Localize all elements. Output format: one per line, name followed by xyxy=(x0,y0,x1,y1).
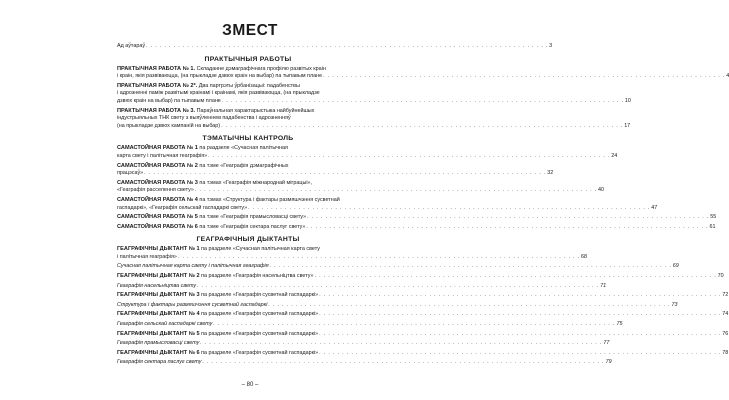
toc-entry-text: дзвюх краін на выбар) па тыпавым плане xyxy=(117,97,221,104)
toc-page-number: 78 xyxy=(722,349,729,356)
toc-page-number: 55 xyxy=(710,214,717,221)
toc-entry-text: па раздзеле «Геаграфія насельніцтва свету» xyxy=(201,273,314,280)
toc-page-number: 71 xyxy=(600,282,607,289)
toc-entry-text: і палітычная геаграфія» xyxy=(117,253,177,260)
dot-leader xyxy=(208,153,610,161)
toc-entry-label: САМАСТОЙНАЯ РАБОТА № 1 xyxy=(117,145,198,152)
dot-leader xyxy=(222,98,624,106)
dot-leader xyxy=(268,302,670,310)
toc-page-number: 72 xyxy=(722,292,729,299)
toc-entry-label: ГЕАГРАФІЧНЫ ДЫКТАНТ № 5 xyxy=(117,330,200,337)
toc-entry-text: і краін, якія развіваюцца, (на прыкладзе дзвюх краін на выбар) па тыпавым плане xyxy=(117,73,323,80)
toc-entry[interactable] xyxy=(117,263,679,271)
dot-leader xyxy=(195,187,597,195)
toc-page-number: 4 xyxy=(726,73,729,80)
toc-page-number: 69 xyxy=(672,263,679,270)
dot-leader xyxy=(248,205,650,213)
toc-entry[interactable] xyxy=(117,349,729,358)
toc-entry[interactable] xyxy=(117,359,612,367)
page-footer-number: – 80 – xyxy=(241,382,259,388)
toc-page-number: 17 xyxy=(624,122,631,129)
toc-entry-text: Геаграфія сельскай гаспадаркі свету xyxy=(117,321,213,328)
toc-page-number: 77 xyxy=(603,340,610,347)
toc-entry-text: Структура і фактары размяшчэння сусветнай гаспадаркі xyxy=(117,301,268,308)
section-heading: ГЕАГРАФІЧНЫЯ ДЫКТАНТЫ xyxy=(196,236,300,244)
toc-entry-text: па раздзеле «Геаграфія сусветнай гаспадаркі» xyxy=(201,349,319,356)
toc-entry-label: ПРАКТЫЧНАЯ РАБОТА № 2*. xyxy=(117,82,198,89)
dot-leader xyxy=(314,273,716,281)
toc-entry-label: ГЕАГРАФІЧНЫ ДЫКТАНТ № 4 xyxy=(117,311,200,318)
toc-page-number: 74 xyxy=(722,311,729,318)
toc-page-number: 75 xyxy=(616,321,623,328)
toc-entry-intro[interactable] xyxy=(117,43,553,51)
toc-page-number: 76 xyxy=(722,330,729,337)
toc-entry[interactable] xyxy=(117,107,631,131)
dot-leader xyxy=(221,123,623,131)
toc-entry-text: і адрозненні паміж развітымі краінамі і краінамі, якія развіваюцца, (на прыкладзе xyxy=(117,90,320,97)
toc-entry[interactable] xyxy=(117,223,716,232)
toc-entry-text: Два партрэты ўрбанізацыі: падабенствы xyxy=(198,82,300,89)
toc-entry-text: Сучасная палітычная карта свету і палітычная геаграфія xyxy=(117,263,269,270)
dot-leader xyxy=(270,263,672,271)
toc-entry-label: ПРАКТЫЧНАЯ РАБОТА № 1. xyxy=(117,65,196,72)
toc-entry[interactable] xyxy=(117,301,678,310)
toc-entry-text: карта свету і палітычная геаграфія» xyxy=(117,152,208,159)
toc-content xyxy=(117,43,729,369)
toc-page-number: 70 xyxy=(717,273,724,280)
toc-entry-label: САМАСТОЙНАЯ РАБОТА № 4 xyxy=(117,196,198,203)
toc-entry-label: САМАСТОЙНАЯ РАБОТА № 5 xyxy=(117,214,198,221)
dot-leader xyxy=(202,359,604,367)
toc-entry-text: па раздзеле «Сучасная палітычная карта свету xyxy=(201,246,320,253)
toc-page-number: 24 xyxy=(611,152,618,159)
toc-page-number: 47 xyxy=(651,204,658,211)
toc-entry[interactable] xyxy=(117,214,717,222)
toc-entry[interactable] xyxy=(117,282,607,291)
toc-page-number: 10 xyxy=(624,97,631,104)
toc-page-number: 32 xyxy=(547,170,554,177)
toc-entry[interactable] xyxy=(117,145,618,160)
toc-sections xyxy=(117,55,729,367)
toc-entry-text: гаспадаркі», «Геаграфія сельскай гаспадаркі свету» xyxy=(117,204,248,211)
toc-entry-label: САМАСТОЙНАЯ РАБОТА № 3 xyxy=(117,179,198,186)
toc-entry[interactable] xyxy=(117,179,604,195)
toc-page-number: 40 xyxy=(598,187,604,194)
toc-entry[interactable] xyxy=(117,311,729,319)
dot-leader xyxy=(307,214,709,222)
toc-entry-text: Ад аўтараў xyxy=(117,43,146,49)
toc-entry[interactable] xyxy=(117,82,631,106)
section-heading: ТЭМАТЫЧНЫ КАНТРОЛЬ xyxy=(202,135,294,143)
toc-entry-label: ГЕАГРАФІЧНЫ ДЫКТАНТ № 2 xyxy=(117,273,200,280)
toc-page-number: 79 xyxy=(605,359,612,366)
toc-entry[interactable] xyxy=(117,273,724,281)
toc-entry[interactable] xyxy=(117,340,610,348)
toc-entry-text: «Геаграфія расселення свету» xyxy=(117,187,194,194)
section-heading: ПРАКТЫЧНЫЯ РАБОТЫ xyxy=(204,55,292,63)
toc-entry[interactable] xyxy=(117,321,623,329)
toc-entry[interactable] xyxy=(117,292,729,300)
toc-entry-label: ГЕАГРАФІЧНЫ ДЫКТАНТ № 6 xyxy=(117,349,200,356)
toc-page-number: 73 xyxy=(671,301,678,308)
toc-entry-text: Параўнальная характарыстыка найбуйнейшых xyxy=(196,107,315,114)
dot-leader xyxy=(323,73,725,81)
toc-entry-text: працэсаў» xyxy=(117,170,144,177)
toc-entry-text: па тэмах «Структура і фактары размяшчэння сусветнай xyxy=(199,196,340,203)
toc-entry[interactable] xyxy=(117,65,729,81)
toc-entry-text: па тэме «Геаграфія дэмаграфічных xyxy=(199,162,289,169)
dot-leader xyxy=(213,321,615,329)
toc-entry-text: па тэме «Геаграфія прамысловасці свету» xyxy=(199,214,307,221)
dot-leader xyxy=(319,292,721,300)
dot-leader xyxy=(197,283,599,291)
toc-page-number: 61 xyxy=(709,223,716,230)
toc-entry-label: САМАСТОЙНАЯ РАБОТА № 2 xyxy=(117,162,198,169)
dot-leader xyxy=(319,311,721,319)
toc-entry[interactable] xyxy=(117,162,554,178)
dot-leader xyxy=(144,170,546,178)
toc-entry-text: Геаграфія насельніцтва свету xyxy=(117,282,197,289)
toc-entry[interactable] xyxy=(117,330,729,339)
dot-leader xyxy=(178,254,580,262)
toc-entry-text: па раздзеле «Сучасная палітычная xyxy=(199,145,288,152)
page-title: ЗМЕСТ xyxy=(222,22,278,39)
dot-leader xyxy=(200,340,602,348)
toc-entry-text: Геаграфія сектара паслуг свету xyxy=(117,359,202,366)
toc-entry-label: ГЕАГРАФІЧНЫ ДЫКТАНТ № 3 xyxy=(117,292,200,299)
toc-entry-label: ГЕАГРАФІЧНЫ ДЫКТАНТ № 1 xyxy=(117,246,200,253)
toc-entry-label: САМАСТОЙНАЯ РАБОТА № 6 xyxy=(117,223,198,230)
toc-entry-text: па тэме «Геаграфія сектара паслуг свету» xyxy=(199,223,306,230)
dot-leader xyxy=(319,331,721,339)
toc-entry-text: па раздзеле «Геаграфія сусветнай гаспадаркі» xyxy=(201,311,319,318)
toc-page-number: 3 xyxy=(549,43,553,49)
toc-entry-text: па раздзеле «Геаграфія сусветнай гаспадаркі» xyxy=(201,330,319,337)
toc-entry-text: па раздзеле «Геаграфія сусветнай гаспадаркі» xyxy=(201,292,319,299)
toc-entry-text: па тэмах «Геаграфія міжнароднай міграцыі», xyxy=(199,179,313,186)
toc-entry-label: ПРАКТЫЧНАЯ РАБОТА № 3. xyxy=(117,107,196,114)
toc-entry-text: (на прыкладзе дзвюх кампаній на выбар) xyxy=(117,122,221,129)
dot-leader xyxy=(146,43,548,51)
toc-entry[interactable] xyxy=(117,246,587,261)
toc-entry-text: Геаграфія прамысловасці свету xyxy=(117,340,200,347)
toc-entry-text: Складанне дэмаграфічнага профілю развітых краін xyxy=(196,65,326,72)
toc-entry-text: індустрыяльных ТНК свету з выяўленнем падабенства і адрозненняў xyxy=(117,115,291,122)
dot-leader xyxy=(319,350,721,358)
toc-entry[interactable] xyxy=(117,196,658,212)
dot-leader xyxy=(306,224,708,232)
toc-page-number: 68 xyxy=(580,253,587,260)
